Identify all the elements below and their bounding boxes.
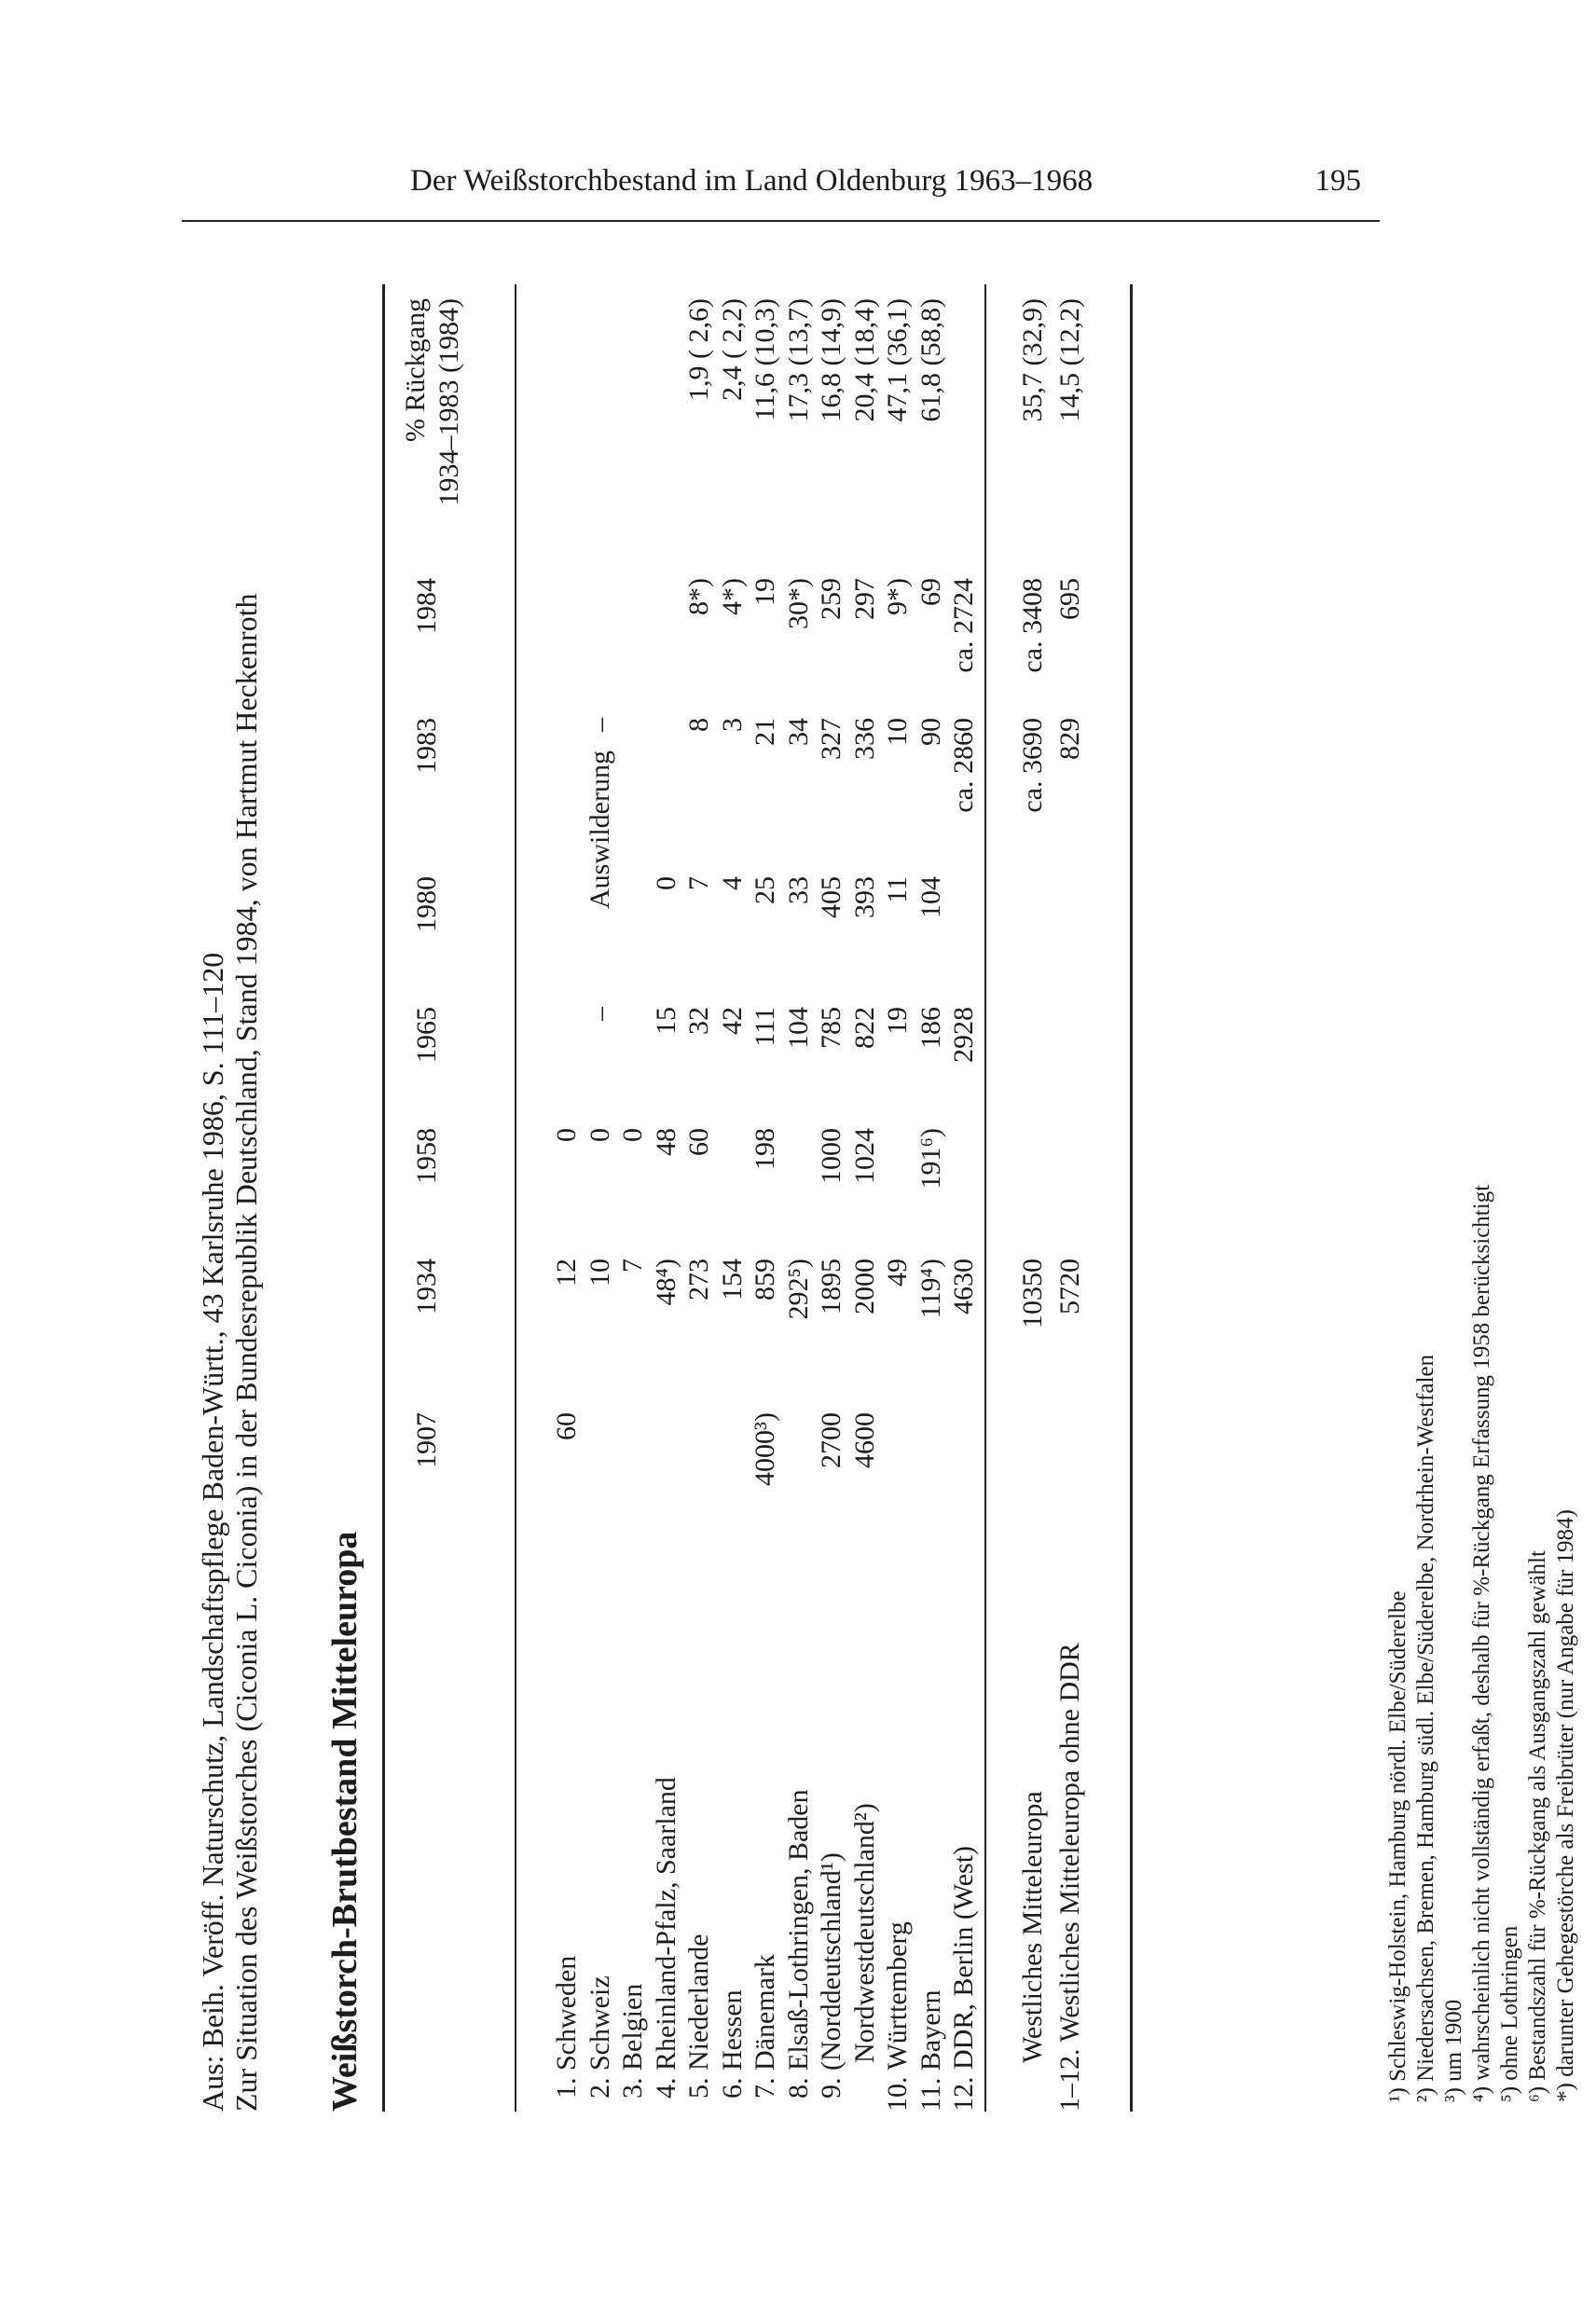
cell-value: 0 (650, 876, 681, 890)
cell-value: 8*) (683, 578, 714, 615)
cell-value: 33 (782, 876, 814, 904)
cell-value: 327 (816, 718, 846, 760)
cell-value: 0 (551, 1128, 582, 1142)
cell-value: 1895 (816, 1259, 846, 1314)
total-label: Westliches Mitteleuropa (1017, 1791, 1048, 2063)
table-title: Weißstorch-Brutbestand Mitteleuropa (325, 1531, 365, 2112)
source-citation: Aus: Beih. Veröff. Naturschutz, Landschaftspflege Baden-Württ., 43 Karlsruhe 1986, S. 111–120 (196, 952, 229, 2112)
cell-value: ca. 2724 (948, 578, 979, 673)
cell-value: 119⁴) (915, 1259, 946, 1319)
row-label: 11. Bayern (915, 1989, 946, 2112)
cell-value: 48 (650, 1128, 681, 1156)
cell-pct: 17,3 (13,7) (782, 298, 814, 422)
row-label: 2. Schweiz (584, 1975, 615, 2099)
cell-value: 2928 (948, 1007, 979, 1063)
cell-value: 4000³) (750, 1412, 780, 1486)
column-header-pct: % Rückgang (400, 298, 431, 443)
row-label: 9. (Norddeutschland¹) (816, 1852, 846, 2099)
cell-value: 7 (683, 876, 714, 890)
cell-value: 111 (750, 1007, 780, 1047)
cell-value: 7 (617, 1259, 648, 1273)
cell-value: 186 (915, 1007, 946, 1049)
column-header: 1984 (411, 578, 442, 634)
cell-value: 859 (750, 1259, 780, 1300)
cell-value: 21 (750, 718, 780, 746)
cell-value: 405 (816, 876, 846, 918)
column-header: 1980 (411, 876, 442, 932)
cell-pct: 47,1 (36,1) (882, 298, 913, 422)
column-header: 1934 (411, 1259, 442, 1314)
footnote: ⁴) wahrscheinlich nicht vollständig erfaßt, deshalb für %-Rückgang Erfassung 1958 berücksichtigt (1469, 1184, 1494, 2102)
cell-value: 10 (584, 1259, 615, 1287)
footnote: ²) Niedersachsen, Bremen, Hamburg südl. Elbe/Süderelbe, Nordrhein-Westfalen (1413, 1355, 1438, 2102)
cell-value: 0 (617, 1128, 648, 1142)
cell-value: 297 (848, 578, 880, 620)
footnote: *) darunter Gehegestörche als Freibrüter (nur Angabe für 1984) (1553, 1509, 1578, 2102)
row-label: 7. Dänemark (750, 1954, 780, 2099)
cell-value: 25 (750, 876, 780, 904)
cell-value: 10 (882, 718, 913, 746)
column-header: 1965 (411, 1007, 442, 1063)
row-label: 1. Schweden (551, 1955, 582, 2099)
row-label: 5. Niederlande (683, 1934, 714, 2099)
footnote: ³) um 1900 (1441, 1999, 1466, 2102)
total-value: 695 (1054, 578, 1085, 620)
cell-value: 19 (750, 578, 780, 606)
cell-value: 49 (882, 1259, 913, 1287)
cell-value: 69 (915, 578, 946, 606)
cell-value: 42 (716, 1007, 748, 1035)
cell-value: 198 (750, 1128, 780, 1170)
page-number: 195 (1314, 164, 1361, 198)
cell-pct: 20,4 (18,4) (848, 298, 880, 422)
cell-value: 1000 (816, 1128, 846, 1184)
cell-value: – (584, 718, 615, 732)
cell-pct: 1,9 ( 2,6) (683, 298, 714, 401)
cell-value: 60 (683, 1128, 714, 1156)
footnote: ⁵) ohne Lothringen (1497, 1925, 1522, 2102)
cell-value: 785 (816, 1007, 846, 1049)
footnote: ⁶) Bestandszahl für %-Rückgang als Ausgangszahl gewählt (1525, 1550, 1550, 2102)
cell-value: – (584, 1007, 615, 1021)
article-reference: Zur Situation des Weißstorches (Ciconia L. Ciconia) in der Bundesrepublik Deutschland, Stand 1984, von Hartmut Heckenroth (229, 593, 263, 2112)
table-rule-bottom (1130, 284, 1133, 2112)
cell-value: 822 (848, 1007, 880, 1049)
cell-value: 3 (716, 718, 748, 732)
cell-value: 4600 (848, 1412, 880, 1468)
row-label: 12. DDR, Berlin (West) (948, 1845, 979, 2112)
cell-value: Auswilderung (584, 750, 615, 909)
cell-value: 2700 (816, 1412, 846, 1468)
table-rule-header (515, 284, 516, 2112)
column-header: 1983 (411, 718, 442, 774)
row-label: Nordwestdeutschland²) (848, 1803, 880, 2063)
total-value: ca. 3408 (1017, 578, 1048, 673)
total-value: 829 (1054, 718, 1085, 760)
cell-value: 90 (915, 718, 946, 746)
cell-value: 4 (716, 876, 748, 890)
total-value: 5720 (1054, 1259, 1085, 1314)
rotated-table-page (196, 284, 1165, 2112)
cell-value: 0 (584, 1128, 615, 1142)
cell-value: 1024 (848, 1128, 880, 1184)
row-label: 8. Elsaß-Lothringen, Baden (782, 1789, 814, 2099)
cell-pct: 11,6 (10,3) (750, 298, 780, 421)
footnote: ¹) Schleswig-Holstein, Hamburg nördl. Elbe/Süderelbe (1385, 1590, 1410, 2102)
cell-value: ca. 2860 (948, 718, 979, 813)
cell-value: 34 (782, 718, 814, 746)
cell-value: 4630 (948, 1259, 979, 1314)
cell-value: 15 (650, 1007, 681, 1035)
total-pct: 14,5 (12,2) (1054, 298, 1085, 422)
cell-value: 154 (716, 1259, 748, 1300)
running-head (182, 164, 1380, 222)
cell-value: 9*) (882, 578, 913, 615)
table-rule-totals (984, 284, 986, 2112)
running-title: Der Weißstorchbestand im Land Oldenburg 1963–1968 (410, 164, 1094, 198)
cell-value: 19 (882, 1007, 913, 1035)
total-value: 10350 (1017, 1259, 1048, 1328)
cell-value: 60 (551, 1412, 582, 1440)
footnotes (1384, 1184, 1596, 2102)
cell-value: 191⁶) (915, 1128, 946, 1190)
column-header: 1907 (411, 1412, 442, 1468)
column-header: 1958 (411, 1128, 442, 1184)
cell-value: 104 (915, 876, 946, 918)
cell-value: 4*) (716, 578, 748, 615)
cell-value: 32 (683, 1007, 714, 1035)
cell-value: 8 (683, 718, 714, 732)
cell-pct: 16,8 (14,9) (816, 298, 846, 422)
cell-value: 292⁵) (782, 1259, 814, 1320)
row-label: 6. Hessen (716, 1989, 748, 2099)
row-label: 10. Württemberg (882, 1921, 913, 2112)
cell-value: 393 (848, 876, 880, 918)
cell-value: 11 (882, 876, 913, 903)
cell-pct: 2,4 ( 2,2) (716, 298, 748, 401)
total-value: ca. 3690 (1017, 718, 1048, 813)
cell-value: 30*) (782, 578, 814, 629)
cell-value: 48⁴) (650, 1259, 681, 1306)
table-rule-top (382, 284, 385, 2112)
cell-value: 273 (683, 1259, 714, 1300)
cell-value: 104 (782, 1007, 814, 1049)
cell-value: 12 (551, 1259, 582, 1287)
total-pct: 35,7 (32,9) (1017, 298, 1048, 422)
total-label: 1–12. Westliches Mitteleuropa ohne DDR (1054, 1643, 1085, 2112)
cell-value: 336 (848, 718, 880, 760)
row-label: 4. Rheinland-Pfalz, Saarland (650, 1777, 681, 2099)
cell-value: 259 (816, 578, 846, 620)
cell-value: 2000 (848, 1259, 880, 1314)
row-label: 3. Belgien (617, 1983, 648, 2099)
cell-pct: 61,8 (58,8) (915, 298, 946, 422)
column-header-pct-range: 1934–1983 (1984) (433, 298, 464, 506)
